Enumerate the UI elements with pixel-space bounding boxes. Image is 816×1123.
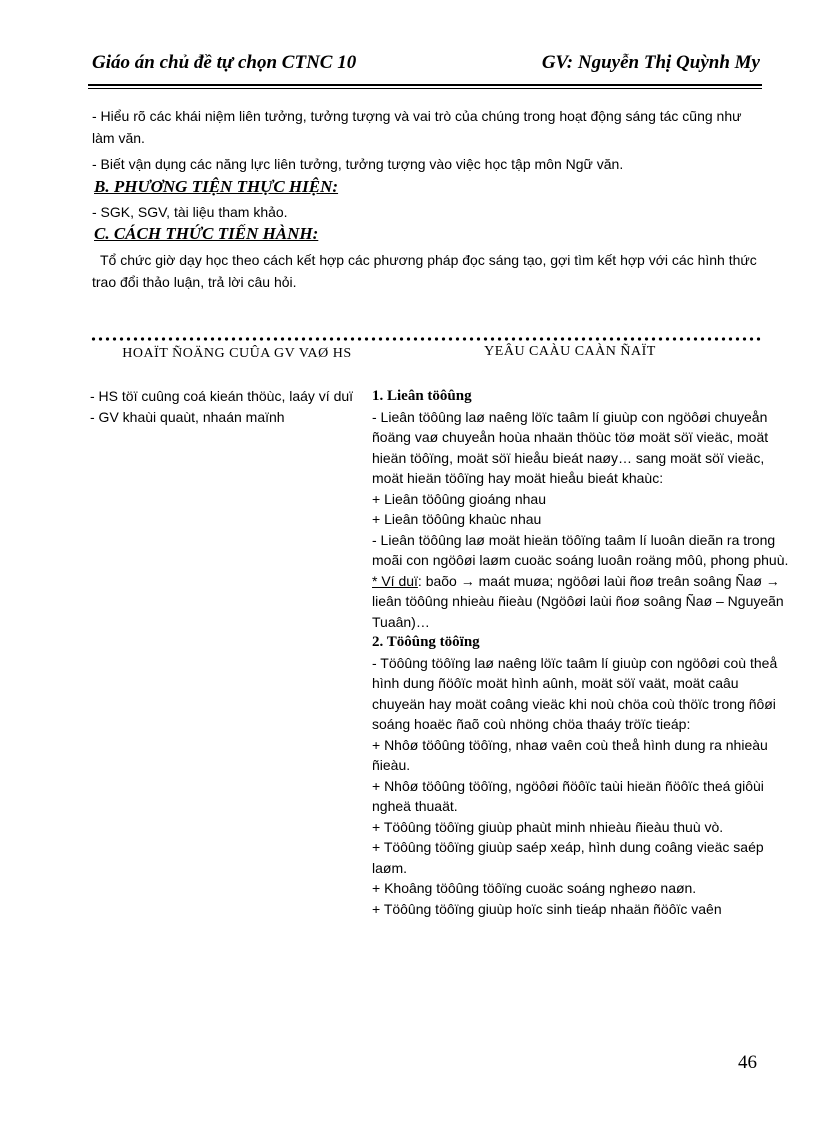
page-number: 46 — [738, 1052, 757, 1073]
page-header — [92, 52, 760, 78]
imagination-definition: - Töôûng töôïng laø naêng löïc taâm lí giuùp con ngöôøi coù theå hình dung ñöôïc moät hình aûnh, moät söï vaät, moät caâu chuyeän hay moät coâng vieäc khi noù chöa coù thöïc trong ñôøi soáng hoaëc ñaõ coù nhöng chöa thaáy tröïc tieáp: — [372, 654, 778, 732]
imagination-item-2: + Nhôø töôûng töôïng, ngöôøi ñöôïc taùi hieän ñöôïc theá giôùi ngheä thuaät. — [372, 777, 764, 814]
activity-row-1: - HS töï cuûng coá kieán thöùc, laáy ví duï — [90, 388, 354, 404]
imagination-item-6: + Töôûng töôïng giuùp hoïc sinh tieáp nhaän ñöôïc vaên — [372, 900, 722, 917]
imagination-item-4: + Töôûng töôïng giuùp saép xeáp, hình dung coâng vieäc saép laøm. — [372, 839, 764, 876]
header-course-title: Giáo án chủ đề tự chọn CTNC 10 — [92, 52, 357, 73]
activity-row-2: - GV khaùi quaùt, nhaán maïnh — [90, 408, 285, 425]
table-header-left: HOAÏT ÑOÄNG CUÛA GV VAØ HS — [122, 346, 352, 361]
header-rule-thin — [88, 88, 762, 89]
association-type-2: + Lieân töôûng khaùc nhau — [372, 511, 542, 527]
section-b-title: B. PHƯƠNG TIỆN THỰC HIỆN: — [94, 177, 339, 196]
section-c-content: Tổ chức giờ dạy học theo cách kết hợp các phương pháp đọc sáng tạo, gợi tìm kết hợp với các hình thức trao đổi thảo luận, trả lời câu hỏi. — [92, 252, 757, 290]
header-teacher-name: GV: Nguyễn Thị Quỳnh My — [541, 52, 760, 73]
example-label: * Ví duï — [372, 572, 418, 589]
association-description: - Lieân töôûng laø moät hieän töôïng taâm lí luoân dieãn ra trong moãi con ngöôøi laøm cuoäc soáng luoân roäng môû, phong phuù. — [372, 531, 789, 568]
requirement-column — [372, 386, 790, 919]
header-rule — [88, 84, 762, 86]
objective-line-1: - Hiểu rõ các khái niệm liên tưởng, tưởng tượng và vai trò của chúng trong hoạt động sáng tác cũng như làm văn. — [92, 108, 742, 146]
table-header-right: YEÂU CAÀU CAÀN ÑAÏT — [484, 344, 656, 359]
association-example — [372, 571, 790, 633]
section-c-title: C. CÁCH THỨC TIẾN HÀNH: — [94, 224, 319, 243]
section-b-content: - SGK, SGV, tài liệu tham khảo. — [92, 204, 288, 220]
imagination-item-3: + Töôûng töôïng giuùp phaùt minh nhieàu ñieàu thuù vò. — [372, 818, 724, 835]
association-type-1: + Lieân töôûng gioáng nhau — [372, 490, 546, 507]
dotted-divider — [90, 336, 762, 342]
imagination-item-1: + Nhôø töôûng töôïng, nhaø vaên coù theå hình dung ra nhieàu ñieàu. — [372, 736, 768, 773]
objective-line-2: - Biết vận dụng các năng lực liên tưởng, tưởng tượng vào việc học tập môn Ngữ văn. — [92, 156, 624, 172]
imagination-item-5: + Khoâng töôûng töôïng cuoäc soáng ngheøo naøn. — [372, 880, 697, 896]
heading-association: 1. Lieân töôûng — [372, 388, 472, 404]
heading-imagination: 2. Töôûng töôïng — [372, 634, 480, 650]
example-text: : baõo → maát muøa; ngöôøi laùi ñoø treân soâng Ñaø → lieân töôûng nhieàu ñieàu (Ngöôøi laùi ñoø soâng Ñaø – Nguyeãn Tuaân)… — [372, 572, 784, 630]
activity-column — [90, 386, 372, 427]
association-definition: - Lieân töôûng laø naêng löïc taâm lí giuùp con ngöôøi chuyeån ñoäng vaø chuyeån hoùa nhaän thöùc töø moät söï vieäc, moät hieän töôïng, moät söï hieåu bieát naøy… sang moät söï vieäc, moät hieän töôïng hay moät hieåu bieát khaùc: — [372, 408, 769, 486]
